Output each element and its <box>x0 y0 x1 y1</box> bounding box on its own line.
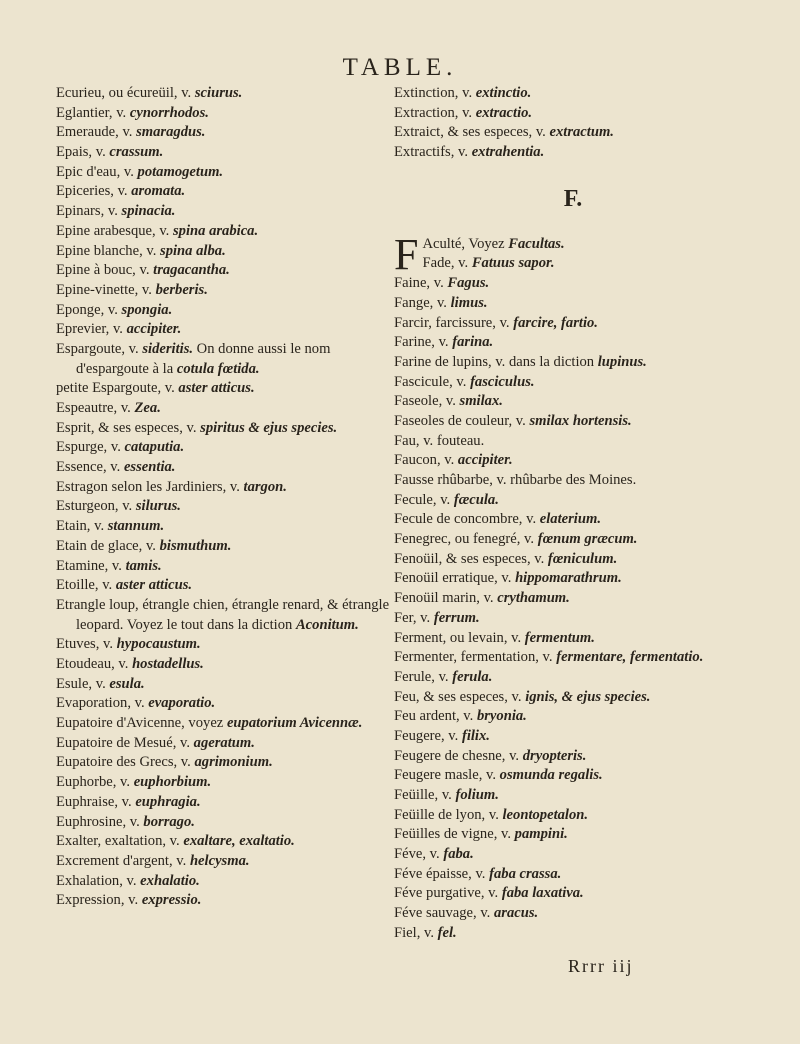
latin-term: folium. <box>455 787 499 804</box>
index-entry <box>394 491 752 511</box>
latin-term: extinctio. <box>475 85 532 101</box>
french-term: Fau, v. fouteau. <box>394 432 485 449</box>
french-term: Epiceries, v. <box>56 183 128 200</box>
latin-term: silurus. <box>135 498 181 515</box>
french-term: Extraict, & ses especes, v. <box>394 124 546 141</box>
index-entry <box>56 734 396 754</box>
latin-term: extractum. <box>549 124 614 141</box>
index-entry <box>56 261 396 281</box>
latin-term: fermentum. <box>524 629 595 646</box>
french-term: Emeraude, v. <box>56 124 133 141</box>
latin-term: pampini. <box>514 826 568 843</box>
index-entry <box>394 609 752 629</box>
latin-term: spongia. <box>121 301 173 318</box>
latin-term: fœnum græcum. <box>537 531 638 548</box>
latin-term: Facultas. <box>508 235 565 252</box>
index-entry <box>394 373 752 393</box>
latin-term: helcysma. <box>189 852 250 869</box>
latin-term: expressio. <box>141 892 202 909</box>
index-entry <box>56 478 396 498</box>
french-term: Epine blanche, v. <box>56 242 157 259</box>
french-term: Eupatoire de Mesué, v. <box>56 734 191 751</box>
left-column <box>56 84 396 911</box>
latin-term: aster atticus. <box>178 380 255 397</box>
french-term: Evaporation, v. <box>56 695 145 712</box>
index-entry <box>56 517 396 537</box>
index-entry <box>56 557 396 577</box>
index-entry <box>56 340 396 379</box>
index-entry <box>56 281 396 301</box>
latin-term: ferrum. <box>433 609 480 626</box>
french-term: Fausse rhûbarbe, v. rhûbarbe des Moines. <box>394 472 637 488</box>
latin-term: faba laxativa. <box>501 885 584 902</box>
french-term: Feu ardent, v. <box>394 708 474 725</box>
french-term: Epine-vinette, v. <box>56 281 152 298</box>
index-entry <box>56 458 396 478</box>
latin-term: accipiter. <box>126 321 182 338</box>
latin-term: dryopteris. <box>522 747 587 764</box>
index-entry <box>56 84 396 104</box>
index-entry <box>394 451 752 471</box>
latin-term: elaterium. <box>539 511 601 528</box>
index-entry <box>394 550 752 570</box>
french-term: Féve épaisse, v. <box>394 865 486 882</box>
latin-term: fœniculum. <box>547 550 618 567</box>
index-entry <box>394 825 752 845</box>
index-entry <box>56 163 396 183</box>
latin-term: farina. <box>452 334 494 351</box>
latin-term: smilax hortensis. <box>529 412 632 429</box>
french-term: Etoille, v. <box>56 577 113 594</box>
index-entry <box>394 143 752 163</box>
french-term: Fenoüil, & ses especes, v. <box>394 550 545 567</box>
french-term: Etoudeau, v. <box>56 656 129 673</box>
french-term: Fade, v. <box>422 255 469 272</box>
french-term: Epine arabesque, v. <box>56 222 170 239</box>
french-term: Fange, v. <box>394 294 447 311</box>
french-term: Euphrosine, v. <box>56 813 140 830</box>
index-entry <box>56 872 396 892</box>
latin-term: borrago. <box>143 813 195 830</box>
french-term: Eupatoire des Grecs, v. <box>56 754 191 771</box>
index-entry <box>56 793 396 813</box>
french-term: Feüille de lyon, v. <box>394 806 499 823</box>
index-entry <box>56 655 396 675</box>
french-term: Extraction, v. <box>394 104 473 121</box>
index-entry <box>394 629 752 649</box>
french-term: Fecule, v. <box>394 491 451 508</box>
french-term: Fer, v. <box>394 609 431 626</box>
index-entry <box>56 301 396 321</box>
french-term: Fecule de concombre, v. <box>394 511 537 528</box>
index-entry <box>56 379 396 399</box>
index-entry <box>394 432 752 452</box>
french-term: Eprevier, v. <box>56 321 123 338</box>
latin-term: accipiter. <box>457 452 513 469</box>
section-heading: F. <box>563 185 583 212</box>
latin-term: ferula. <box>452 668 493 685</box>
latin-term: spinacia. <box>121 203 176 220</box>
latin-term: spina alba. <box>160 242 226 259</box>
index-entry <box>394 471 752 491</box>
index-entry <box>56 635 396 655</box>
index-entry <box>56 537 396 557</box>
french-term: Exalter, exaltation, v. <box>56 833 180 850</box>
index-entry <box>394 254 752 274</box>
index-entry <box>56 596 396 635</box>
french-term: Faseoles de couleur, v. <box>394 412 526 429</box>
french-term: Aculté, Voyez <box>422 235 505 252</box>
index-entry <box>56 399 396 419</box>
index-entry <box>56 182 396 202</box>
french-term: On donne aussi le nom d'espargoute à la <box>76 340 331 377</box>
french-term: Fenoüil erratique, v. <box>394 570 512 587</box>
index-entry <box>394 104 752 124</box>
french-term: Epic d'eau, v. <box>56 163 134 180</box>
index-entry <box>394 392 752 412</box>
latin-term: sideritis. <box>142 340 194 357</box>
index-entry <box>56 813 396 833</box>
latin-term: evaporatio. <box>148 695 216 712</box>
latin-term: fasciculus. <box>470 373 535 390</box>
latin-term: spina arabica. <box>172 222 259 239</box>
page-title: TABLE. <box>342 54 458 81</box>
latin-term: hostadellus. <box>132 656 204 673</box>
index-entry <box>394 123 752 143</box>
latin-term: limus. <box>450 294 488 311</box>
index-entry <box>394 668 752 688</box>
french-term: Fermenter, fermentation, v. <box>394 649 553 666</box>
index-entry <box>56 694 396 714</box>
french-term: Epine à bouc, v. <box>56 262 150 279</box>
index-entry <box>394 865 752 885</box>
latin-term: aster atticus. <box>115 577 193 594</box>
index-entry <box>394 707 752 727</box>
french-term: Ferment, ou levain, v. <box>394 629 522 646</box>
french-term: Eupatoire d'Avicenne, voyez <box>56 715 224 732</box>
french-term: Feugere, v. <box>394 727 459 744</box>
index-entry <box>56 773 396 793</box>
latin-term: targon. <box>243 478 287 495</box>
french-term: Faucon, v. <box>394 452 455 469</box>
index-entry <box>394 530 752 550</box>
latin-term: Fatuus sapor. <box>471 255 555 272</box>
latin-term: stannum. <box>107 518 165 535</box>
latin-term: crassum. <box>109 144 164 161</box>
index-entry <box>56 832 396 852</box>
french-term: Euphraise, v. <box>56 793 132 810</box>
french-term: Féve sauvage, v. <box>394 905 491 922</box>
french-term: Feüilles de vigne, v. <box>394 826 511 843</box>
latin-term: aromata. <box>131 183 186 200</box>
latin-term: Aconitum. <box>295 616 359 633</box>
latin-term: leontopetalon. <box>502 806 589 823</box>
french-term: petite Espargoute, v. <box>56 380 175 397</box>
french-term: Fascicule, v. <box>394 373 467 390</box>
index-entry <box>56 714 396 734</box>
latin-term: aracus. <box>493 905 539 922</box>
french-term: Farcir, farcissure, v. <box>394 314 510 331</box>
french-term: Fenegrec, ou fenegré, v. <box>394 531 535 548</box>
latin-term: essentia. <box>123 459 176 476</box>
french-term: Feugere de chesne, v. <box>394 747 520 764</box>
french-term: Faine, v. <box>394 275 444 292</box>
index-entry <box>394 904 752 924</box>
index-entry <box>394 924 752 944</box>
french-term: Extractifs, v. <box>394 144 469 161</box>
latin-term: extrahentia. <box>471 144 545 161</box>
latin-term: hypocaustum. <box>116 636 201 653</box>
latin-term: cotula fœtida. <box>176 360 260 377</box>
latin-term: euphorbium. <box>133 774 212 791</box>
index-entry <box>56 891 396 911</box>
index-entry <box>56 242 396 262</box>
index-entry <box>394 569 752 589</box>
index-entry <box>394 274 752 294</box>
index-entry <box>56 320 396 340</box>
index-entry <box>56 123 396 143</box>
french-term: Etain, v. <box>56 518 105 535</box>
french-term: Feüille, v. <box>394 787 452 804</box>
latin-term: fel. <box>437 924 457 941</box>
french-term: Eglantier, v. <box>56 104 127 121</box>
index-entry <box>394 353 752 373</box>
latin-term: spiritus & ejus species. <box>200 419 338 436</box>
right-column-top <box>394 84 752 163</box>
latin-term: esula. <box>109 675 145 692</box>
latin-term: faba. <box>443 846 474 863</box>
latin-term: exaltare, exaltatio. <box>183 833 295 850</box>
latin-term: lupinus. <box>597 353 647 370</box>
latin-term: farcire, fartio. <box>513 314 598 331</box>
drop-cap: F <box>394 229 419 279</box>
french-term: Ferule, v. <box>394 668 449 685</box>
french-term: Etamine, v. <box>56 557 122 574</box>
latin-term: fæcula. <box>453 491 499 508</box>
index-entry <box>394 314 752 334</box>
index-entry <box>56 419 396 439</box>
french-term: Faseole, v. <box>394 393 456 410</box>
index-entry <box>56 576 396 596</box>
french-term: Epinars, v. <box>56 203 118 220</box>
index-entry <box>56 104 396 124</box>
french-term: Fiel, v. <box>394 924 434 941</box>
french-term: Féve purgative, v. <box>394 885 499 902</box>
latin-term: smaragdus. <box>136 124 206 141</box>
french-term: Etuves, v. <box>56 636 114 653</box>
index-entry <box>394 786 752 806</box>
index-entry <box>394 510 752 530</box>
french-term: Exhalation, v. <box>56 872 137 889</box>
latin-term: cynorrhodos. <box>129 104 209 121</box>
french-term: Etain de glace, v. <box>56 537 156 554</box>
french-term: Excrement d'argent, v. <box>56 852 187 869</box>
index-entry <box>394 688 752 708</box>
index-entry <box>56 202 396 222</box>
latin-term: potamogetum. <box>137 163 224 180</box>
latin-term: extractio. <box>475 104 533 121</box>
index-entry <box>56 143 396 163</box>
latin-term: crythamum. <box>497 590 570 607</box>
latin-term: Zea. <box>134 400 161 417</box>
right-column <box>394 84 752 944</box>
latin-term: smilax. <box>459 393 503 410</box>
french-term: Expression, v. <box>56 892 139 909</box>
french-term: Esturgeon, v. <box>56 498 133 515</box>
french-term: Ecurieu, ou écureüil, v. <box>56 85 192 101</box>
french-term: Epais, v. <box>56 144 106 161</box>
index-entry <box>56 222 396 242</box>
french-term: Féve, v. <box>394 846 440 863</box>
right-column-main <box>394 229 752 944</box>
latin-term: berberis. <box>155 281 208 298</box>
index-entry <box>394 727 752 747</box>
signature-mark: Rrrr iij <box>568 956 634 976</box>
french-term: Espeautre, v. <box>56 400 131 417</box>
index-entry <box>394 333 752 353</box>
french-term: Esprit, & ses especes, v. <box>56 419 197 436</box>
latin-term: euphragia. <box>135 793 201 810</box>
latin-term: ageratum. <box>193 734 255 751</box>
french-term: Euphorbe, v. <box>56 774 131 791</box>
latin-term: faba crassa. <box>489 865 562 882</box>
index-entry <box>56 753 396 773</box>
index-entry <box>394 766 752 786</box>
latin-term: fermentare, fermentatio. <box>556 649 704 666</box>
french-term: Fenoüil marin, v. <box>394 590 494 607</box>
latin-term: exhalatio. <box>140 872 200 889</box>
latin-term: Fagus. <box>447 275 490 292</box>
french-term: Farine de lupins, v. dans la diction <box>394 353 595 370</box>
french-term: Feu, & ses especes, v. <box>394 688 522 705</box>
french-term: Estragon selon les Jardiniers, v. <box>56 478 240 495</box>
index-entry <box>394 412 752 432</box>
french-term: Extinction, v. <box>394 85 473 101</box>
latin-term: bryonia. <box>476 708 527 725</box>
index-entry <box>56 497 396 517</box>
index-entry <box>394 845 752 865</box>
latin-term: sciurus. <box>194 85 243 101</box>
french-term: Feugere masle, v. <box>394 767 496 784</box>
latin-term: hippomarathrum. <box>515 570 622 587</box>
index-entry <box>394 884 752 904</box>
french-term: Eponge, v. <box>56 301 118 318</box>
french-term: Farine, v. <box>394 334 449 351</box>
index-entry <box>56 438 396 458</box>
index-entry <box>56 675 396 695</box>
latin-term: bismuthum. <box>159 537 232 554</box>
index-entry <box>394 806 752 826</box>
french-term: Essence, v. <box>56 459 121 476</box>
latin-term: agrimonium. <box>194 754 273 771</box>
latin-term: ignis, & ejus species. <box>525 688 651 705</box>
index-entry <box>394 648 752 668</box>
latin-term: cataputia. <box>124 439 185 456</box>
index-entry <box>394 747 752 767</box>
index-entry <box>394 589 752 609</box>
french-term: Espurge, v. <box>56 439 121 456</box>
index-entry <box>56 852 396 872</box>
latin-term: eupatorium Avicennæ. <box>226 715 363 732</box>
index-entry <box>394 84 752 104</box>
french-term: Espargoute, v. <box>56 340 139 357</box>
latin-term: tamis. <box>125 557 162 574</box>
latin-term: tragacantha. <box>153 262 230 279</box>
french-term: Esule, v. <box>56 675 106 692</box>
index-entry <box>394 294 752 314</box>
latin-term: osmunda regalis. <box>499 767 603 784</box>
french-term: Etrangle loup, étrangle chien, étrangle renard, & étrangle leopard. Voyez le tout dans la diction <box>56 596 390 633</box>
latin-term: filix. <box>461 727 490 744</box>
